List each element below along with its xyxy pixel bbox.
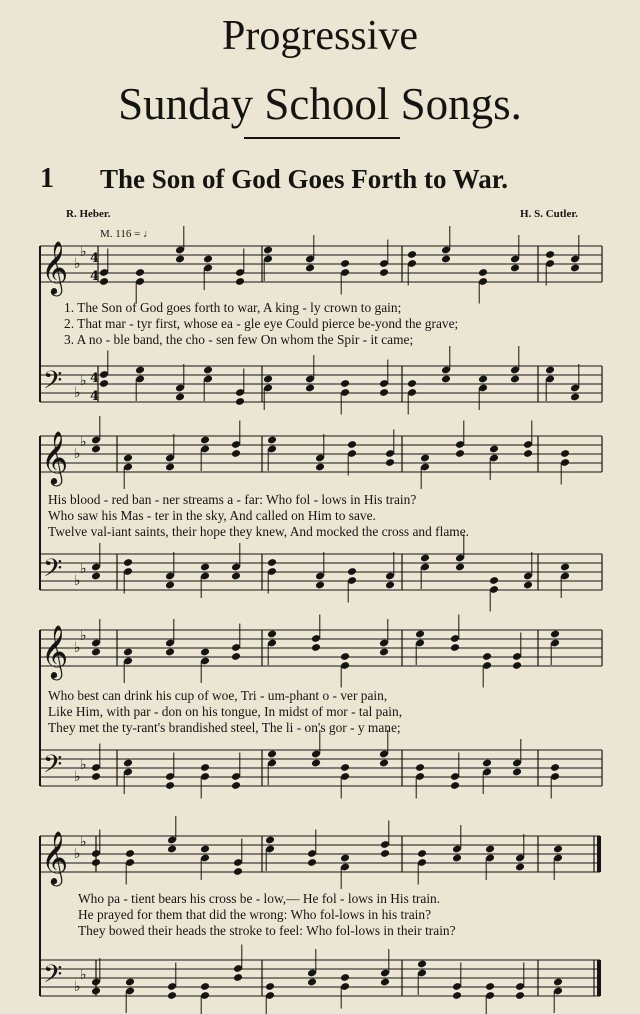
flat-icon: ♭ (80, 561, 87, 577)
lyric-line: 3. A no - ble band, the cho - sen few On whom the Spir - it came; (64, 332, 414, 347)
note-head (379, 268, 389, 277)
flat-icon: ♭ (74, 446, 81, 462)
note-head (515, 863, 525, 872)
note-head (380, 978, 390, 987)
lyric-line: 1. The Son of God goes forth to war, A king - ly crown to gain; (64, 300, 402, 315)
note-head (417, 960, 427, 969)
flat-icon: ♭ (74, 640, 81, 656)
note-head (550, 763, 560, 772)
lyric-line: Who pa - tient bears his cross be - low,— He fol - lows in His train. (78, 891, 441, 906)
note-head (265, 836, 275, 845)
note-head (485, 982, 495, 991)
flat-icon: ♭ (80, 244, 87, 260)
note-head (385, 458, 395, 467)
note-head (267, 558, 277, 567)
note-head (200, 982, 210, 991)
note-head (515, 991, 525, 1000)
note-head (315, 463, 325, 472)
note-head (550, 630, 560, 639)
flat-icon: ♭ (74, 385, 81, 401)
treble-clef-icon: 𝄞 (41, 830, 69, 884)
note-head (91, 858, 101, 867)
note-head (135, 268, 145, 277)
time-signature-bottom: 4 (90, 389, 100, 404)
bass-clef-icon: 𝄢 (43, 750, 63, 785)
note-head (135, 366, 145, 375)
book-title-line1: Progressive (222, 13, 418, 59)
note-head (231, 781, 241, 790)
note-head (340, 652, 350, 661)
note-head (560, 563, 570, 572)
note-head (311, 643, 321, 652)
note-head (340, 854, 350, 863)
note-head (545, 366, 555, 375)
note-head (340, 259, 350, 268)
composer-credit: H. S. Cutler. (520, 208, 578, 220)
note-head (385, 581, 395, 590)
note-head (482, 652, 492, 661)
note-head (91, 648, 101, 657)
note-head (167, 845, 177, 854)
note-head (200, 648, 210, 657)
lyric-line: Who best can drink his cup of woe, Tri - um-phant o - ver pain, (48, 688, 388, 703)
final-bar-line (597, 836, 601, 872)
note-head (478, 375, 488, 384)
note-head (200, 436, 210, 445)
note-head (510, 375, 520, 384)
note-head (123, 648, 133, 657)
final-bar-line (597, 960, 601, 996)
note-head (570, 264, 580, 273)
note-head (340, 379, 350, 388)
flat-icon: ♭ (74, 979, 81, 995)
note-head (91, 572, 101, 581)
lyric-line: 2. That mar - tyr first, whose ea - gle eye Could pierce be-yond the grave; (64, 316, 459, 331)
bass-clef-icon: 𝄢 (43, 960, 63, 995)
note-head (407, 250, 417, 259)
note-head (125, 849, 135, 858)
tempo-text: M. 116 = (100, 228, 141, 240)
note-head (99, 277, 109, 286)
flat-icon: ♭ (80, 434, 87, 450)
note-head (523, 449, 533, 458)
flat-icon: ♭ (74, 769, 81, 785)
flat-icon: ♭ (74, 573, 81, 589)
hymn-number: 1 (40, 163, 54, 194)
note-head (379, 759, 389, 768)
note-head (415, 763, 425, 772)
note-head (340, 973, 350, 982)
note-head (441, 255, 451, 264)
lyricist-credit: R. Heber. (66, 208, 111, 220)
note-head (379, 648, 389, 657)
note-head (233, 867, 243, 876)
lyric-line: His blood - red ban - ner streams a - far: Who fol - lows in His train? (48, 492, 417, 507)
note-head (455, 563, 465, 572)
note-head (340, 763, 350, 772)
note-head (450, 781, 460, 790)
note-head (203, 366, 213, 375)
note-head (265, 982, 275, 991)
note-head (91, 987, 101, 996)
note-head (165, 648, 175, 657)
note-head (231, 572, 241, 581)
note-head (200, 845, 210, 854)
lyric-line: They met the ty-rant's brandished steel, The li - on's gor - y mane; (48, 720, 401, 735)
flat-icon: ♭ (80, 834, 87, 850)
flat-icon: ♭ (74, 846, 81, 862)
note-head (553, 978, 563, 987)
note-head (407, 379, 417, 388)
note-head (489, 445, 499, 454)
note-head (545, 250, 555, 259)
note-head (485, 845, 495, 854)
note-head (570, 393, 580, 402)
note-head (307, 858, 317, 867)
note-head (510, 264, 520, 273)
note-head (315, 581, 325, 590)
note-head (417, 849, 427, 858)
note-head (175, 255, 185, 264)
note-head (175, 393, 185, 402)
note-head (165, 463, 175, 472)
note-head (231, 652, 241, 661)
treble-clef-icon: 𝄞 (41, 624, 69, 678)
note-head (415, 630, 425, 639)
note-head (235, 277, 245, 286)
note-head (512, 661, 522, 670)
note-head (267, 436, 277, 445)
note-head (123, 558, 133, 567)
note-head (200, 763, 210, 772)
note-head (455, 449, 465, 458)
note-head (311, 759, 321, 768)
note-head (91, 772, 101, 781)
hymn-title: The Son of God Goes Forth to War. (100, 164, 509, 194)
note-head (231, 449, 241, 458)
note-head (482, 759, 492, 768)
note-head (512, 768, 522, 777)
bass-clef-icon: 𝄢 (43, 554, 63, 589)
time-signature-top: 4 (90, 251, 100, 266)
note-head (553, 845, 563, 854)
note-head (267, 630, 277, 639)
lyric-line: He prayed for them that did the wrong: Who fol-lows in his train? (78, 907, 432, 922)
note-head (489, 576, 499, 585)
note-head (452, 991, 462, 1000)
note-head (235, 397, 245, 406)
note-head (99, 379, 109, 388)
time-signature-bottom: 4 (90, 269, 100, 284)
note-head (478, 268, 488, 277)
book-title-line2: Sunday School Songs. (118, 79, 522, 129)
flat-icon: ♭ (74, 256, 81, 272)
note-head (165, 781, 175, 790)
note-head (347, 567, 357, 576)
note-head (167, 991, 177, 1000)
note-head (200, 563, 210, 572)
note-head (347, 440, 357, 449)
note-head (233, 973, 243, 982)
note-head (523, 581, 533, 590)
note-head (420, 554, 430, 563)
treble-clef-icon: 𝄞 (41, 430, 69, 484)
note-head (450, 643, 460, 652)
lyric-line: Who saw his Mas - ter in the sky, And called on Him to save. (48, 508, 376, 523)
note-head (307, 978, 317, 987)
note-head (305, 264, 315, 273)
note-head (452, 854, 462, 863)
note-head (267, 750, 277, 759)
flat-icon: ♭ (80, 373, 87, 389)
bass-clef-icon: 𝄢 (43, 366, 63, 401)
treble-clef-icon: 𝄞 (41, 240, 69, 294)
note-head (123, 454, 133, 463)
lyric-line: They bowed their heads the stroke to feel: Who fol-lows in their train? (78, 923, 456, 938)
note-head (441, 375, 451, 384)
flat-icon: ♭ (80, 757, 87, 773)
note-head (379, 388, 389, 397)
quarter-note-icon: ♩ (140, 228, 155, 240)
note-head (263, 246, 273, 255)
note-head (305, 384, 315, 393)
lyric-line: Twelve val-iant saints, their hope they knew, And mocked the cross and flame. (48, 524, 469, 539)
flat-icon: ♭ (80, 967, 87, 983)
note-head (420, 454, 430, 463)
note-head (380, 849, 390, 858)
flat-icon: ♭ (80, 628, 87, 644)
note-head (203, 255, 213, 264)
note-head (560, 449, 570, 458)
note-head (123, 759, 133, 768)
note-head (263, 375, 273, 384)
note-head (91, 445, 101, 454)
note-head (125, 978, 135, 987)
time-signature-top: 4 (90, 371, 100, 386)
lyric-line: Like Him, with par - don on his tongue, In midst of mor - tal pain, (48, 704, 403, 719)
note-head (165, 581, 175, 590)
